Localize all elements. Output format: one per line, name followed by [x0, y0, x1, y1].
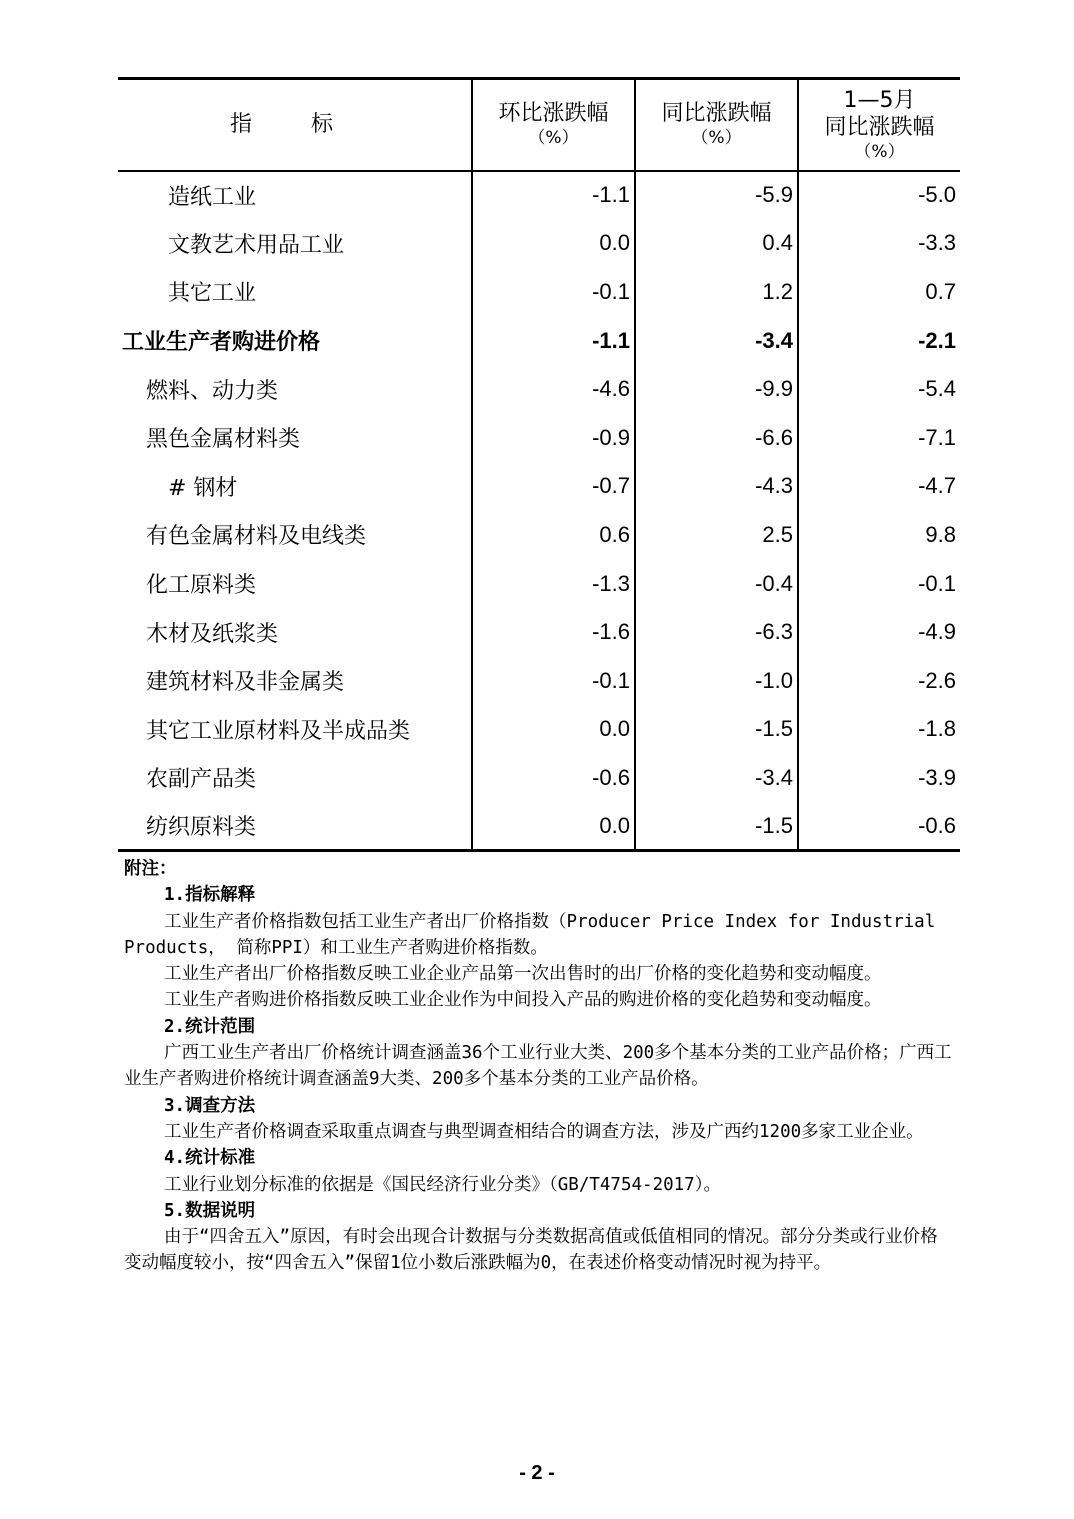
note-paragraph: 广西工业生产者出厂价格统计调查涵盖36个工业行业大类、200多个基本分类的工业产品价格；广西工业生产者购进价格统计调查涵盖9大类、200多个基本分类的工业产品价格。 [124, 1043, 952, 1090]
row-mom: -0.7 [472, 462, 635, 511]
notes-title: 附注： [124, 859, 177, 879]
note-paragraph: 工业生产者价格指数包括工业生产者出厂价格指数（Producer Price Index for Industrial Products， 简称PPI）和工业生产者购进价格指数。 [124, 911, 936, 958]
table-row [118, 462, 960, 511]
row-name: # 钢材 [168, 475, 238, 501]
table-row [118, 171, 960, 220]
row-mom: -1.3 [472, 559, 635, 608]
row-yoy: -6.3 [635, 608, 798, 657]
row-yoy: -9.9 [635, 365, 798, 414]
row-yoy: -4.3 [635, 462, 798, 511]
row-name: 化工原料类 [146, 573, 257, 599]
row-mom: -0.1 [472, 268, 635, 317]
row-mom: -0.9 [472, 413, 635, 462]
header-mom [472, 79, 635, 171]
table-row [118, 754, 960, 803]
row-yoy: -0.4 [635, 559, 798, 608]
header-ytd-unit: （%） [854, 141, 905, 162]
table-row [118, 802, 960, 851]
row-ytd: -5.0 [798, 171, 960, 220]
row-mom: -1.1 [472, 171, 635, 220]
row-yoy: 0.4 [635, 219, 798, 268]
row-name: 其它工业 [168, 281, 257, 307]
price-index-table [118, 77, 960, 852]
row-ytd: -3.3 [798, 219, 960, 268]
row-ytd: -5.4 [798, 365, 960, 414]
notes-section [124, 856, 954, 1277]
row-ytd: -4.9 [798, 608, 960, 657]
header-yoy-label: 同比涨跌幅 [661, 101, 772, 127]
row-mom: -1.1 [472, 316, 635, 365]
row-ytd: 0.7 [798, 268, 960, 317]
row-name: 黑色金属材料类 [146, 427, 301, 453]
note-heading: 4.统计标准 [164, 1148, 256, 1169]
header-ytd-period: 1—5月 [843, 87, 916, 113]
row-ytd: -2.6 [798, 656, 960, 705]
row-name: 木材及纸浆类 [146, 621, 279, 647]
row-name: 工业生产者购进价格 [122, 330, 321, 356]
table-row [118, 559, 960, 608]
row-mom: 0.0 [472, 705, 635, 754]
row-name: 文教艺术用品工业 [168, 232, 345, 258]
header-mom-unit: （%） [528, 128, 579, 149]
table-row-total [118, 316, 960, 365]
row-mom: -0.1 [472, 656, 635, 705]
table-row [118, 705, 960, 754]
table-row [118, 608, 960, 657]
row-ytd: 9.8 [798, 511, 960, 560]
row-mom: 0.0 [472, 802, 635, 851]
row-ytd: -2.1 [798, 316, 960, 365]
row-mom: -0.6 [472, 754, 635, 803]
row-mom: 0.6 [472, 511, 635, 560]
row-yoy: -5.9 [635, 171, 798, 220]
table-row [118, 365, 960, 414]
row-mom: -4.6 [472, 365, 635, 414]
row-mom: -1.6 [472, 608, 635, 657]
row-name: 造纸工业 [168, 184, 257, 210]
row-yoy: -3.4 [635, 754, 798, 803]
row-ytd: -1.8 [798, 705, 960, 754]
note-heading: 3.调查方法 [164, 1095, 256, 1116]
row-name: 农副产品类 [146, 767, 257, 793]
row-ytd: -0.1 [798, 559, 960, 608]
header-yoy [635, 79, 798, 171]
row-name: 建筑材料及非金属类 [146, 670, 345, 696]
row-mom: 0.0 [472, 219, 635, 268]
header-indicator: 指 标 [118, 79, 472, 171]
note-paragraph: 由于“四舍五入”原因，有时会出现合计数据与分类数据高值或低值相同的情况。部分分类或行业价格变动幅度较小，按“四舍五入”保留1位小数后涨跌幅为0，在表述价格变动情况时视为持平。 [124, 1227, 938, 1274]
note-heading: 5.数据说明 [164, 1200, 256, 1221]
row-yoy: 1.2 [635, 268, 798, 317]
row-yoy: -1.5 [635, 705, 798, 754]
row-ytd: -3.9 [798, 754, 960, 803]
note-paragraph: 工业生产者购进价格指数反映工业企业作为中间投入产品的购进价格的变化趋势和变动幅度。 [164, 990, 882, 1011]
header-ytd-label: 同比涨跌幅 [824, 114, 935, 140]
row-yoy: -6.6 [635, 413, 798, 462]
row-ytd: -7.1 [798, 413, 960, 462]
row-name: 纺织原料类 [118, 802, 472, 851]
row-name: 燃料、动力类 [146, 378, 279, 404]
table-header-row [118, 79, 960, 171]
row-ytd: -0.6 [798, 802, 960, 851]
row-yoy: -1.0 [635, 656, 798, 705]
note-paragraph: 工业生产者出厂价格指数反映工业企业产品第一次出售时的出厂价格的变化趋势和变动幅度。 [164, 964, 882, 985]
table-row [118, 656, 960, 705]
page-number: - 2 - [519, 1462, 555, 1484]
row-yoy: -1.5 [635, 802, 798, 851]
row-ytd: -4.7 [798, 462, 960, 511]
table-row [118, 268, 960, 317]
row-yoy: -3.4 [635, 316, 798, 365]
table-row [118, 219, 960, 268]
note-heading: 2.统计范围 [164, 1016, 256, 1037]
header-yoy-unit: （%） [691, 128, 742, 149]
note-heading: 1.指标解释 [164, 885, 256, 906]
table-row [118, 511, 960, 560]
note-paragraph: 工业行业划分标准的依据是《国民经济行业分类》（GB/T4754-2017）。 [164, 1174, 721, 1195]
row-name: 其它工业原材料及半成品类 [146, 718, 411, 744]
row-yoy: 2.5 [635, 511, 798, 560]
row-name: 有色金属材料及电线类 [146, 524, 367, 550]
header-mom-label: 环比涨跌幅 [498, 101, 609, 127]
header-ytd [798, 79, 960, 171]
table-row [118, 413, 960, 462]
note-paragraph: 工业生产者价格调查采取重点调查与典型调查相结合的调查方法，涉及广西约1200多家工业企业。 [164, 1121, 924, 1142]
